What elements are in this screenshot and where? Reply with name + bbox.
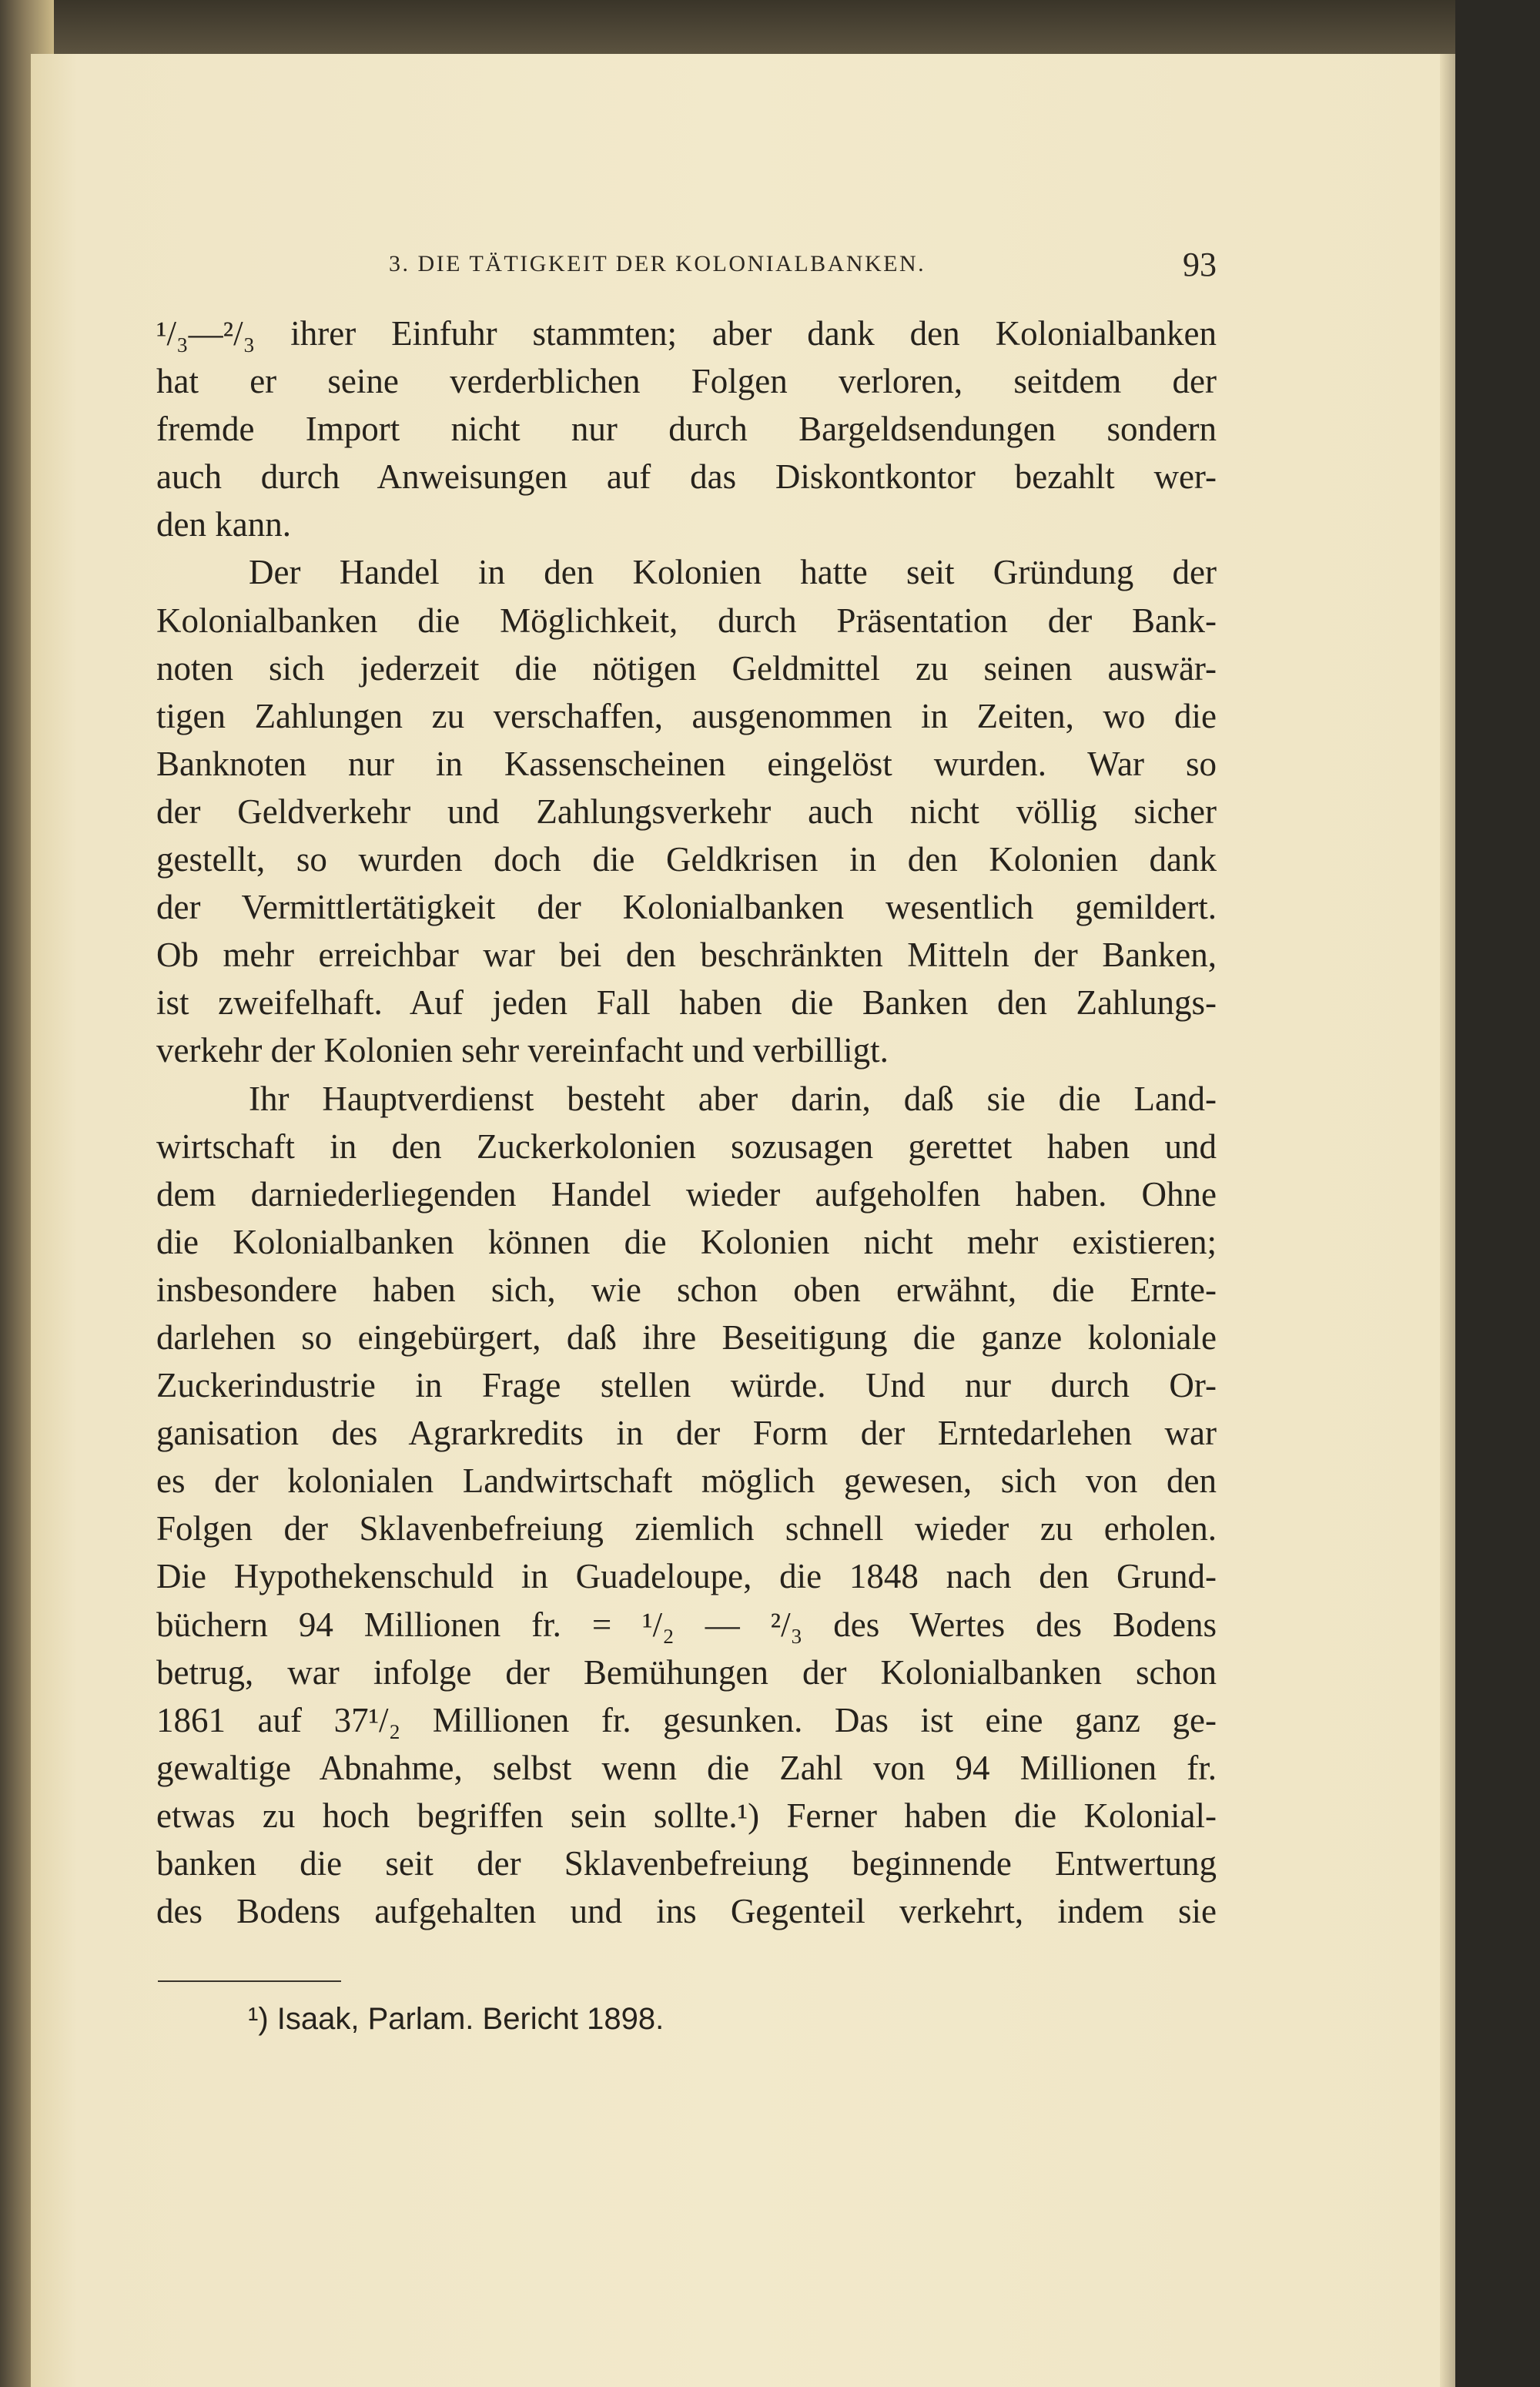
- text-line: Die Hypothekenschuld in Guadeloupe, die 1848 nach den Grund-: [156, 1557, 1217, 1596]
- text-line: Der Handel in den Kolonien hatte seit Gründung der: [249, 553, 1217, 592]
- text-line: etwas zu hoch begriffen sein sollte.¹) Ferner haben die Kolonial-: [156, 1796, 1217, 1835]
- text-line: gestellt, so wurden doch die Geldkrisen in den Kolonien dank: [156, 840, 1217, 879]
- text-line: Zuckerindustrie in Frage stellen würde. Und nur durch Or-: [156, 1366, 1217, 1405]
- text-line: 1861 auf 37¹/₂ Millionen fr. gesunken. Das ist eine ganz ge-: [156, 1700, 1217, 1739]
- text-line: dem darniederliegenden Handel wieder aufgeholfen haben. Ohne: [156, 1174, 1217, 1214]
- text-line: der Geldverkehr und Zahlungsverkehr auch nicht völlig sicher: [156, 792, 1217, 831]
- text-line: Ob mehr erreichbar war bei den beschränkten Mitteln der Banken,: [156, 936, 1217, 975]
- text-line: gewaltige Abnahme, selbst wenn die Zahl von 94 Millionen fr.: [156, 1748, 1217, 1787]
- text-line: der Vermittlertätigkeit der Kolonialbanken wesentlich gemildert.: [156, 888, 1217, 927]
- text-line: tigen Zahlungen zu verschaffen, ausgenommen in Zeiten, wo die: [156, 696, 1217, 735]
- text-line: ganisation des Agrarkredits in der Form der Erntedarlehen war: [156, 1414, 1217, 1453]
- text-line: Folgen der Sklavenbefreiung ziemlich schnell wieder zu erholen.: [156, 1509, 1217, 1548]
- page-edge: [1440, 54, 1455, 2387]
- text-line: fremde Import nicht nur durch Bargeldsendungen sondern: [156, 410, 1217, 449]
- body-text: [156, 310, 1217, 1935]
- text-line: Kolonialbanken die Möglichkeit, durch Präsentation der Bank-: [156, 601, 1217, 640]
- page-header: [154, 245, 1217, 291]
- text-line: es der kolonialen Landwirtschaft möglich gewesen, sich von den: [156, 1461, 1217, 1501]
- text-line: ist zweifelhaft. Auf jeden Fall haben die Banken den Zahlungs-: [156, 983, 1217, 1023]
- text-line: auch durch Anweisungen auf das Diskontkontor bezahlt wer-: [156, 457, 1217, 497]
- page-number: 93: [1183, 246, 1217, 283]
- text-line: wirtschaft in den Zuckerkolonien sozusagen gerettet haben und: [156, 1127, 1217, 1166]
- text-line: des Bodens aufgehalten und ins Gegenteil verkehrt, indem sie: [156, 1892, 1217, 1931]
- scan-top-margin: [0, 0, 1540, 54]
- footnote: ¹) Isaak, Parlam. Bericht 1898.: [248, 2002, 665, 2036]
- running-head: 3. DIE TÄTIGKEIT DER KOLONIALBANKEN.: [389, 251, 926, 276]
- text-line: insbesondere haben sich, wie schon oben erwähnt, die Ernte-: [156, 1270, 1217, 1309]
- text-line: banken die seit der Sklavenbefreiung beginnende Entwertung: [156, 1844, 1217, 1883]
- text-line: noten sich jederzeit die nötigen Geldmittel zu seinen auswär-: [156, 648, 1217, 688]
- text-line: hat er seine verderblichen Folgen verloren, seitdem der: [156, 362, 1217, 401]
- text-line: verkehr der Kolonien sehr vereinfacht und verbilligt.: [156, 1031, 889, 1070]
- text-line: die Kolonialbanken können die Kolonien nicht mehr existieren;: [156, 1222, 1217, 1261]
- text-line: Banknoten nur in Kassenscheinen eingelöst wurden. War so: [156, 744, 1217, 783]
- text-line: Ihr Hauptverdienst besteht aber darin, daß sie die Land-: [249, 1079, 1217, 1118]
- scan-right-margin: [1455, 0, 1540, 2387]
- footnote-divider: [158, 1980, 341, 1982]
- text-line: büchern 94 Millionen fr. = ¹/₂ — ²/₃ des Wertes des Bodens: [156, 1605, 1217, 1644]
- text-line: betrug, war infolge der Bemühungen der Kolonialbanken schon: [156, 1652, 1217, 1692]
- text-line: darlehen so eingebürgert, daß ihre Beseitigung die ganze koloniale: [156, 1317, 1217, 1357]
- text-line: den kann.: [156, 505, 291, 544]
- text-line: ¹/₃—²/₃ ihrer Einfuhr stammten; aber dank den Kolonialbanken: [156, 314, 1217, 353]
